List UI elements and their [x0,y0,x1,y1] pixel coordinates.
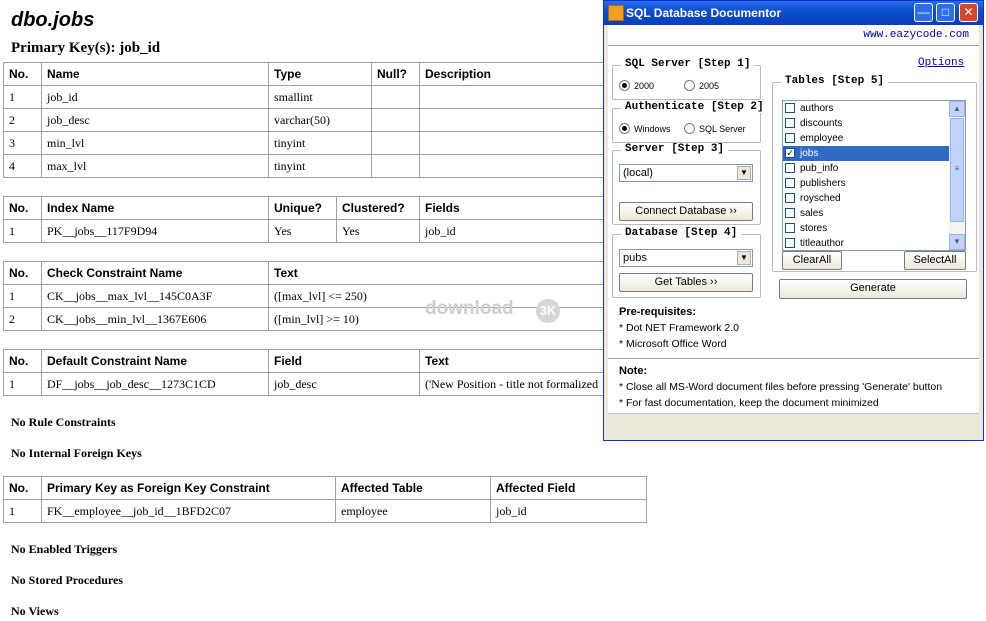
list-item-label: jobs [800,148,819,159]
radio-label: SQL Server [699,123,746,134]
table-cell: job_desc [269,373,420,396]
table-header: Check Constraint Name [42,262,269,285]
table-header: No. [4,350,42,373]
table-cell [372,109,420,132]
no-stored-procedures-label: No Stored Procedures [11,573,123,587]
list-item[interactable] [783,191,949,206]
list-item-label: employee [800,133,844,144]
checkbox-checked[interactable] [785,148,795,158]
table-header: Fields [420,197,648,220]
list-item-selected[interactable] [783,146,949,161]
maximize-button[interactable] [936,3,955,22]
table-header: Affected Field [491,477,647,500]
table-row [4,220,648,243]
watermark-badge: 3K [536,299,560,323]
window-title: SQL Database Documentor [626,6,782,20]
close-button[interactable] [959,3,978,22]
table-cell: job_id [491,500,647,523]
table-header: No. [4,197,42,220]
checkbox[interactable] [785,193,795,203]
table-header-row [4,63,648,86]
table-cell: FK__employee__job_id__1BFD2C07 [42,500,336,523]
list-item[interactable] [783,236,949,251]
server-group-title: Server [Step 3] [621,143,728,155]
connect-database-button[interactable]: Connect Database ›› [619,202,753,221]
select-all-button[interactable]: SelectAll [904,251,966,270]
no-enabled-triggers-label: No Enabled Triggers [11,542,118,556]
table-header-row [4,350,648,373]
columns-table [3,62,648,178]
list-item-label: stores [800,223,828,234]
table-cell [372,86,420,109]
list-item-label: authors [800,103,834,114]
list-item[interactable] [783,101,949,116]
tables-group [772,75,977,272]
table-cell: max_lvl [42,155,269,178]
server-select[interactable] [619,164,753,182]
table-header-row [4,262,648,285]
list-item-label: sales [800,208,824,219]
title-bar[interactable] [604,1,983,25]
table-row [4,132,648,155]
checkbox[interactable] [785,103,795,113]
minimize-button[interactable] [914,3,933,22]
no-views-label: No Views [11,604,59,618]
table-cell: CK__jobs__max_lvl__145C0A3F [42,285,269,308]
table-cell: 1 [4,86,42,109]
table-header: Null? [372,63,420,86]
status-bar [608,413,979,436]
table-cell: job_id [42,86,269,109]
table-header: Type [269,63,372,86]
radio-label: 2005 [699,80,720,91]
table-cell: job_id [420,220,648,243]
radio-unselected-icon [684,80,695,91]
scroll-down-button[interactable] [949,234,965,250]
table-cell: 2 [4,109,42,132]
list-item[interactable] [783,116,949,131]
checkbox[interactable] [785,223,795,233]
foreign-key-table [3,476,647,523]
table-cell: tinyint [269,155,372,178]
sql-server-group [612,58,761,100]
table-cell: 4 [4,155,42,178]
checkbox[interactable] [785,118,795,128]
documentor-window [603,0,984,441]
primary-keys-heading: Primary Key(s): job_id [11,40,161,56]
database-group [612,227,761,298]
tables-list[interactable] [782,100,966,251]
table-header: Text [269,262,648,285]
table-cell: CK__jobs__min_lvl__1367E606 [42,308,269,331]
list-item-label: publishers [800,178,846,189]
table-cell [372,155,420,178]
divider [608,45,979,46]
table-header-row [4,197,648,220]
table-cell: tinyint [269,132,372,155]
prerequisites-heading: Pre-requisites: [619,306,697,318]
note-item: * For fast documentation, keep the document minimized [619,397,879,409]
chevron-up-icon: ▲ [953,104,961,113]
minimize-icon: — [917,5,930,19]
chevron-down-icon: ▼ [953,237,961,246]
table-row [4,86,648,109]
table-header-row [4,477,647,500]
table-cell: min_lvl [42,132,269,155]
list-item-label: titleauthor [800,238,844,249]
chevron-down-icon[interactable]: ▼ [737,251,751,265]
table-header: Description [420,63,648,86]
no-internal-foreign-keys-label: No Internal Foreign Keys [11,446,142,460]
index-table [3,196,648,243]
server-select-value: (local) [623,167,653,179]
no-rule-constraints-label: No Rule Constraints [11,415,116,429]
database-select[interactable] [619,249,753,267]
list-item[interactable] [783,161,949,176]
table-cell: 2 [4,308,42,331]
prerequisite-item: * Microsoft Office Word [619,338,727,350]
table-header: Index Name [42,197,269,220]
tables-scrollbar[interactable] [949,101,965,250]
database-group-title: Database [Step 4] [621,227,741,239]
table-header: Unique? [269,197,337,220]
watermark-text: download [425,298,514,319]
table-header: Field [269,350,420,373]
scrollbar-thumb[interactable]: ≡ [950,118,964,222]
checkbox[interactable] [785,163,795,173]
table-row [4,155,648,178]
table-header: No. [4,63,42,86]
table-header: No. [4,477,42,500]
table-cell: ([max_lvl] <= 250) [269,285,648,308]
document-title: dbo.jobs [11,9,95,31]
table-cell: Yes [337,220,420,243]
options-link[interactable]: Options [918,57,965,69]
table-cell: employee [336,500,491,523]
divider [608,358,979,359]
table-cell [372,132,420,155]
table-cell: 1 [4,500,42,523]
list-item-label: discounts [800,118,843,129]
table-header: Name [42,63,269,86]
server-group [612,143,761,225]
table-cell: smallint [269,86,372,109]
chevron-down-icon[interactable]: ▼ [737,166,751,180]
table-header: Text [420,350,648,373]
table-row [4,373,648,396]
list-item-label: pub_info [800,163,839,174]
table-cell: ('New Position - title not formalized [420,373,648,396]
note-item: * Close all MS-Word document files before pressing 'Generate' button [619,381,943,393]
table-row [4,109,648,132]
checkmark-icon: ✓ [786,148,794,158]
table-header: No. [4,262,42,285]
table-cell: 1 [4,220,42,243]
window-client-area [608,25,979,436]
list-item[interactable] [783,206,949,221]
table-cell: ([min_lvl] >= 10) [269,308,648,331]
get-tables-button[interactable]: Get Tables ›› [619,273,753,292]
table-header: Affected Table [336,477,491,500]
table-row [4,500,647,523]
table-cell: PK__jobs__117F9D94 [42,220,269,243]
table-cell: 1 [4,285,42,308]
list-item-label: roysched [800,193,841,204]
clear-all-button[interactable]: ClearAll [782,251,842,270]
radio-sql-2000[interactable] [619,80,654,91]
table-cell: varchar(50) [269,109,372,132]
maximize-icon: □ [941,5,950,19]
table-cell: 3 [4,132,42,155]
note-heading: Note: [619,365,648,377]
authenticate-group-title: Authenticate [Step 2] [621,101,768,113]
table-cell: job_desc [42,109,269,132]
radio-sql-2005[interactable] [684,80,719,91]
radio-unselected-icon [684,123,695,134]
checkbox[interactable] [785,178,795,188]
table-cell: DF__jobs__job_desc__1273C1CD [42,373,269,396]
default-constraint-table [3,349,648,396]
list-item[interactable] [783,221,949,236]
radio-label: Windows [634,123,671,134]
table-cell: Yes [269,220,337,243]
checkbox[interactable] [785,238,795,248]
table-header: Primary Key as Foreign Key Constraint [42,477,336,500]
website-link[interactable]: www.eazycode.com [863,29,969,41]
list-item[interactable] [783,131,949,146]
list-item[interactable] [783,176,949,191]
radio-auth-windows[interactable] [619,123,671,134]
checkbox[interactable] [785,133,795,143]
database-select-value: pubs [623,252,647,264]
generate-button[interactable]: Generate [779,279,967,299]
radio-label: 2000 [634,80,655,91]
sql-server-group-title: SQL Server [Step 1] [621,58,754,70]
table-header: Default Constraint Name [42,350,269,373]
app-icon [608,5,624,21]
radio-auth-sql-server[interactable] [684,123,746,134]
authenticate-group [612,101,764,143]
tables-group-title: Tables [Step 5] [781,75,888,87]
close-icon: ✕ [963,5,974,19]
radio-selected-icon [619,80,630,91]
radio-selected-icon [619,123,630,134]
prerequisite-item: * Dot NET Framework 2.0 [619,322,740,334]
checkbox[interactable] [785,208,795,218]
table-cell: 1 [4,373,42,396]
table-header: Clustered? [337,197,420,220]
scroll-up-button[interactable] [949,101,965,117]
